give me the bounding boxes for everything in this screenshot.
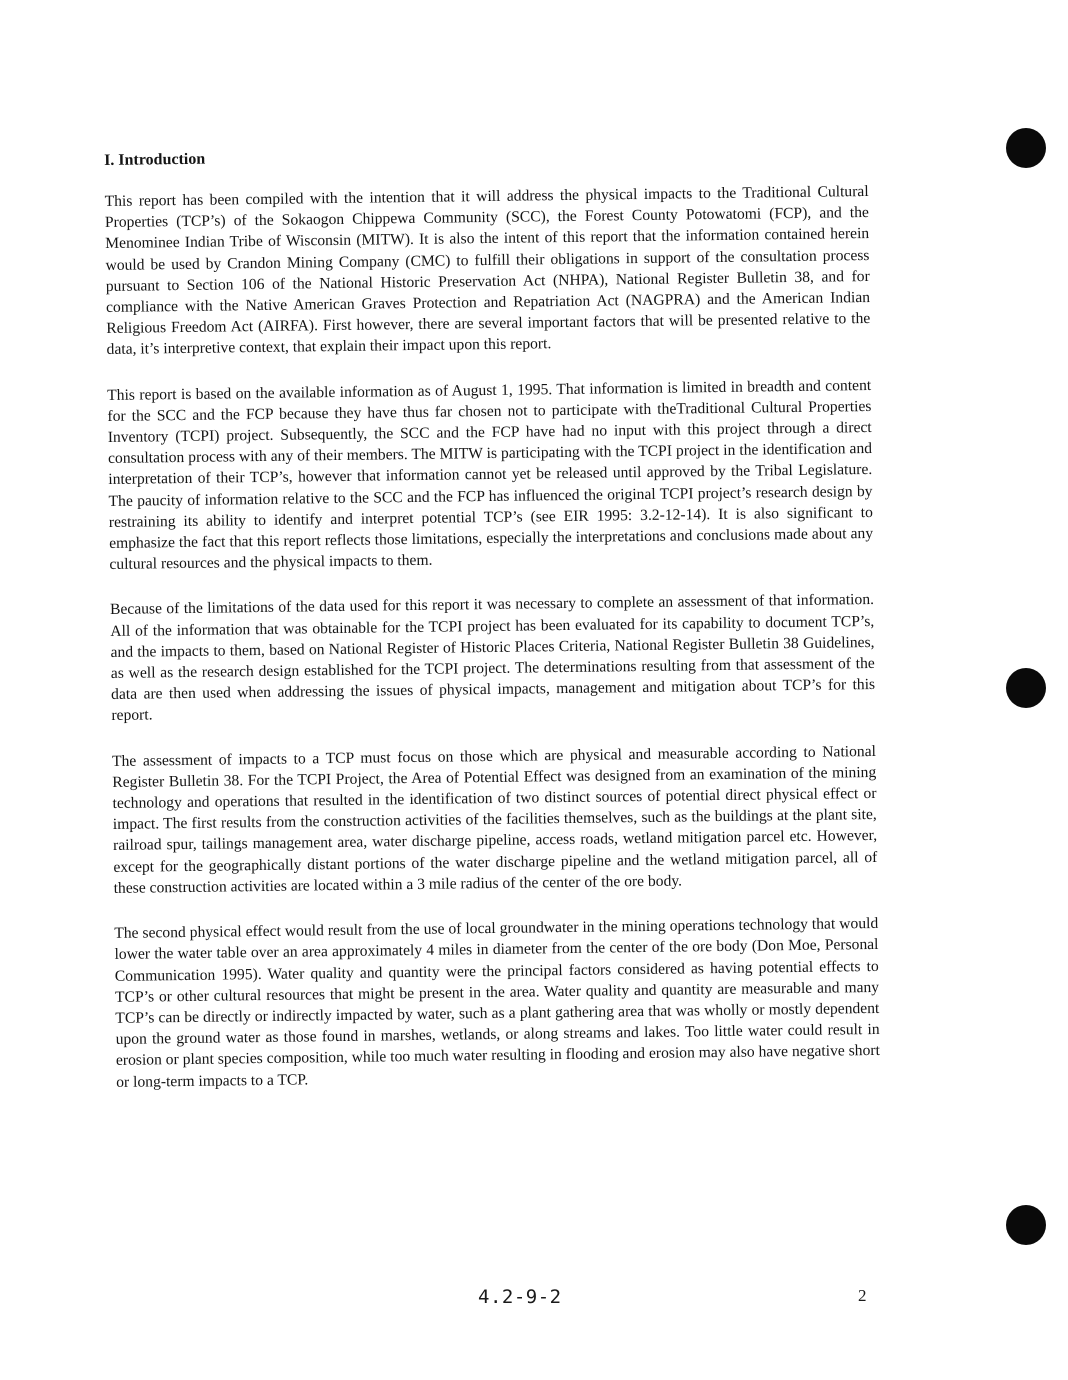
binder-punch-hole-icon — [1006, 128, 1046, 168]
binder-punch-hole-icon — [1006, 668, 1046, 708]
paragraph: This report has been compiled with the intention that it will address the physical impacts to the Traditional Cultural Properties (TCP’s) of the Sokaogon Chippewa Community (SCC), the Forest County Potowatomi (FCP), and the Menominee Indian Tribe of Wisconsin (MITW). It is also the intent of this report that the information contained herein would be used by Crandon Mining Company (CMC) to fulfill their obligations in support of the consultation process pursuant to Section 106 of the National Historic Preservation Act (NHPA), National Register Bulletin 38, and for compliance with the Native American Graves Protection and Repatriation Act (NAGPRA) and the American Indian Religious Freedom Act (AIRFA). First however, there are several important factors that will be presented relative to the data, it’s interpretive context, that explain their impact upon this report. — [104, 182, 871, 359]
document-code: 4.2-9-2 — [478, 1286, 562, 1308]
page-number: 2 — [858, 1286, 867, 1305]
paragraph: Because of the limitations of the data used for this report it was necessary to complete an assessment of that information. All of the information that was obtainable for the TCPI project has been evaluated for its capability to document TCP’s, and the impacts to them, based on National Register of Historic Places Criteria, National Register Bulletin 38 Guidelines, as well as the research design established for the TCPI project. The determinations resulting from that assessment of the data are then used when addressing the issues of physical impacts, management and mitigation about TCP’s for this report. — [109, 591, 876, 725]
paragraph: The second physical effect would result from the use of local groundwater in the mining operations technology that would lower the water table over an area approximately 4 miles in diameter from the center of the ore body (Don Moe, Personal Communication 1995). Water quality and quantity were the principal factors considered as having potential effects to TCP’s or other cultural resources that might be present in the area. Water quality and quantity are measurable and many TCP’s can be directly or indirectly impacted by water, such as a plant gathering area that was wholly or mostly dependent upon the ground water as those found in marshes, wetlands, or along streams and lakes. Too little water could result in erosion or plant species composition, while too much water resulting in flooding and erosion may also have negative short or long-term impacts to a TCP. — [114, 915, 880, 1091]
section-heading: I. Introduction — [104, 150, 206, 169]
paragraph: This report is based on the available information as of August 1, 1995. That information is limited in breadth and content for the SCC and the FCP because they have thus far chosen not to participate with theTraditional Cultural Properties Inventory (TCPI) project. Subsequently, the SCC and the FCP have had no input with this project through a direct consultation process with any of their members. The MITW is participating with the TCPI project in the identification and interpretation of their TCP’s, however that information cannot yet be released until approved by the Tribal Legislature. The paucity of information relative to the SCC and the FCP has influenced the original TCPI project’s research design by restraining its ability to identify and interpret potential TCP’s (see EIR 1995: 3.2-12-14). It is also significant to emphasize the fact that this report reflects those limitations, especially the interpretations and conclusions made about any cultural resources and the physical impacts to them. — [107, 376, 874, 574]
paragraph: The assessment of impacts to a TCP must focus on those which are physical and measurable according to National Register Bulletin 38. For the TCPI Project, the Area of Potential Effect was designed from an examination of the mining technology and operations that resulted in the identification of two distinct sources of potential direct physical effect or impact. The first results from the construction activities of the facilities themselves, such as the buildings at the plant site, railroad spur, tailings management area, water discharge pipeline, access roads, wetland mitigation parcel etc. However, except for the geographically distant portions of the water discharge pipeline and the wetland mitigation parcel, all of these construction activities are located within a 3 mile radius of the center of the ore body. — [111, 742, 878, 897]
binder-punch-hole-icon — [1006, 1205, 1046, 1245]
document-body — [104, 140, 881, 1117]
